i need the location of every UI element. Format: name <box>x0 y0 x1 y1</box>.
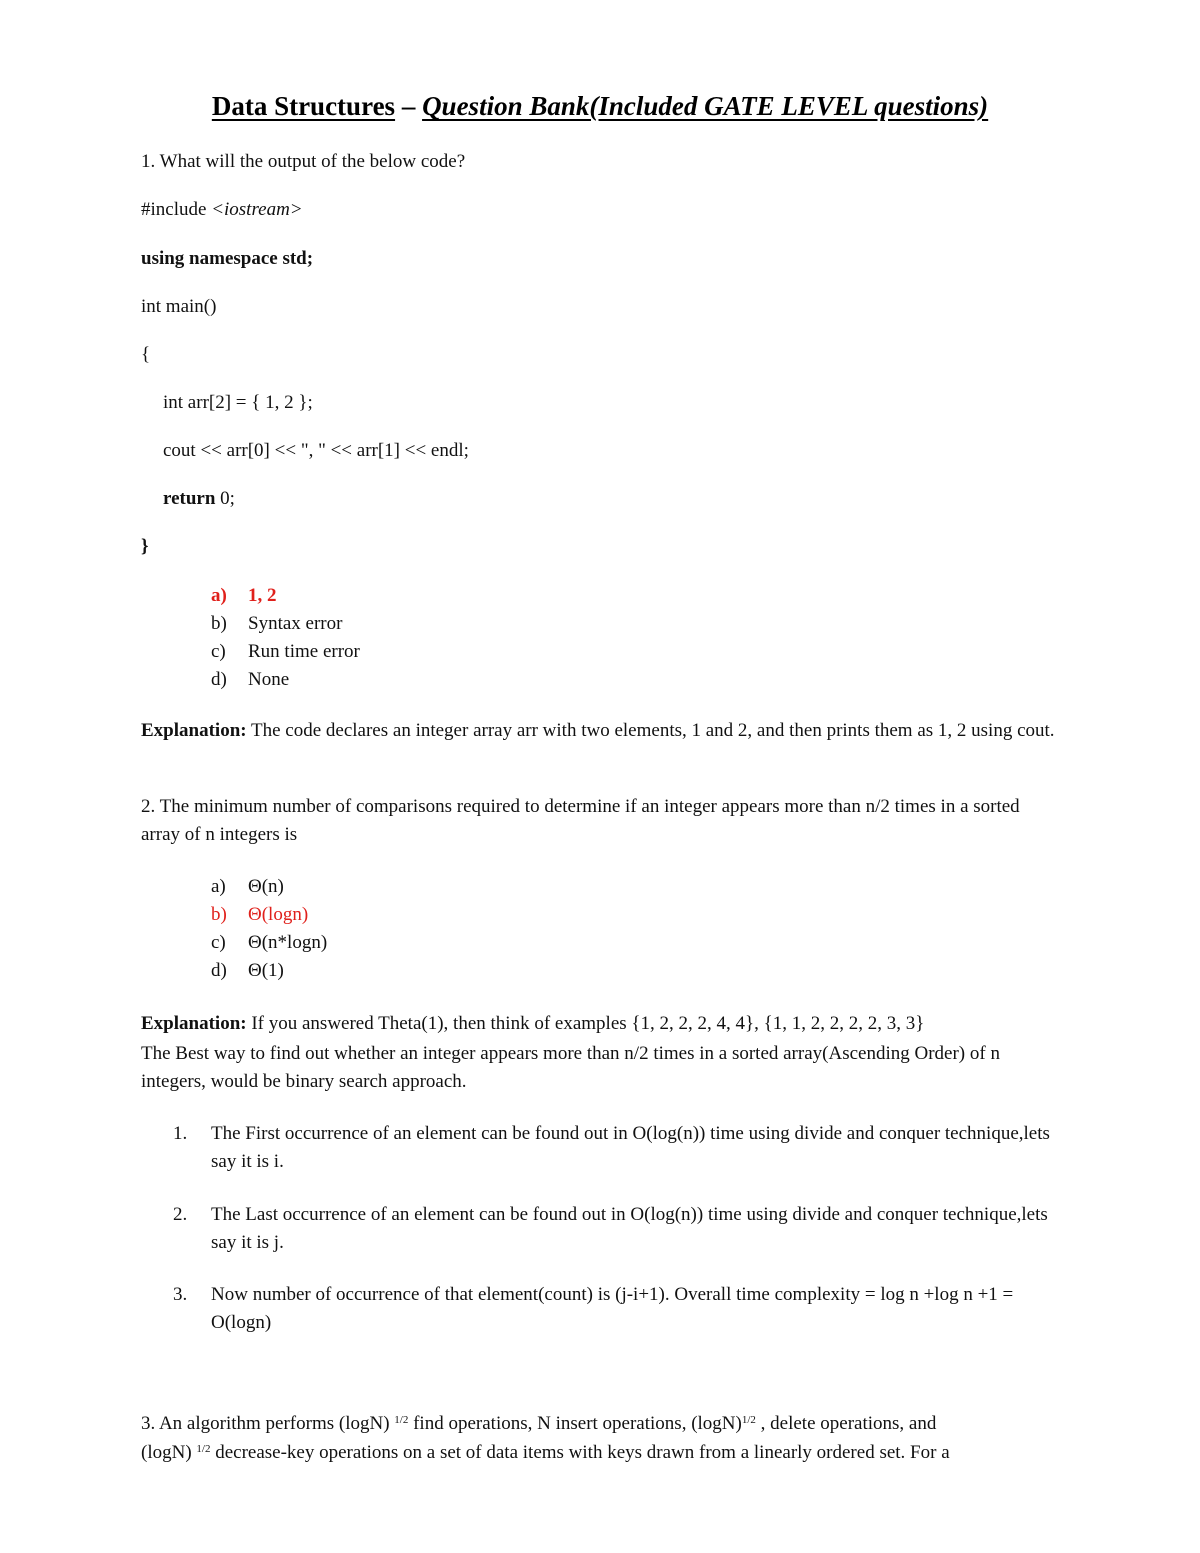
option-text: Θ(n*logn) <box>248 932 328 953</box>
q2-option-b <box>211 901 611 929</box>
step-text: The First occurrence of an element can be found out in O(log(n)) time using divide and conquer technique,lets say it is i. <box>211 1123 1050 1172</box>
option-text: 1, 2 <box>248 585 277 606</box>
option-text: Syntax error <box>248 613 343 634</box>
option-text: None <box>248 669 290 690</box>
q1-question: 1. What will the output of the below code? <box>141 151 466 172</box>
q3-line-2 <box>141 1439 950 1467</box>
q3-superscript: 1/2 <box>196 1443 211 1455</box>
code-return-keyword: return <box>163 488 216 509</box>
title-subtitle: Question Bank(Included GATE LEVEL questions) <box>422 91 989 121</box>
code-main: int main() <box>141 296 217 317</box>
explanation-label: Explanation <box>141 1013 241 1034</box>
code-include-header: <iostream> <box>211 199 303 220</box>
explanation-label: Explanation <box>141 720 241 741</box>
step-text: The Last occurrence of an element can be found out in O(log(n)) time using divide and conquer technique,lets say it is j. <box>211 1204 1048 1253</box>
code-return-rest: 0; <box>215 488 235 509</box>
code-line-arr: int arr[2] = { 1, 2 }; <box>163 392 313 413</box>
option-letter: a) <box>211 585 227 606</box>
q1-option-d <box>211 666 611 694</box>
q3-text: decrease-key operations on a set of data items with keys drawn from a linearly ordered set. For a <box>210 1442 950 1463</box>
option-letter: d) <box>211 960 227 981</box>
explanation-line1: If you answered Theta(1), then think of examples {1, 2, 2, 2, 4, 4}, {1, 1, 2, 2, 2, 2, 3, 3} <box>246 1013 925 1034</box>
q1-option-a <box>211 582 611 610</box>
q3-text: (logN) <box>141 1442 197 1463</box>
option-letter: b) <box>211 613 227 634</box>
q3-line-1 <box>141 1410 936 1438</box>
q3-text: , delete operations, and <box>755 1413 937 1434</box>
option-text: Θ(1) <box>248 960 284 981</box>
title-dash: – <box>395 91 423 121</box>
option-letter: c) <box>211 641 226 662</box>
option-letter: d) <box>211 669 227 690</box>
q1-explanation <box>141 717 1061 745</box>
step-number: 1. <box>173 1123 188 1144</box>
step-number: 3. <box>173 1284 188 1305</box>
code-open-brace: { <box>141 344 151 365</box>
option-text: Θ(logn) <box>248 904 309 925</box>
q2-explanation-body: The Best way to find out whether an integer appears more than n/2 times in a sorted array(Ascending Order) of n integers, would be binary search approach. <box>141 1043 1000 1092</box>
option-letter: c) <box>211 932 226 953</box>
option-letter: a) <box>211 876 226 897</box>
page-title <box>0 88 1200 124</box>
title-main: Data Structures <box>211 91 396 121</box>
code-include <box>141 196 303 224</box>
step-number: 2. <box>173 1204 188 1225</box>
code-line-return <box>163 485 235 513</box>
code-include-prefix: #include <box>141 199 212 220</box>
option-text: Run time error <box>248 641 360 662</box>
q3-text: 3. An algorithm performs (logN) <box>141 1413 395 1434</box>
q3-superscript: 1/2 <box>741 1414 756 1426</box>
q2-option-c <box>211 929 611 957</box>
q1-option-c <box>211 638 611 666</box>
code-using: using namespace std; <box>141 248 314 269</box>
option-letter: b) <box>211 904 227 925</box>
q2-explanation <box>141 1010 1061 1038</box>
q2-option-d <box>211 957 611 985</box>
option-text: Θ(n) <box>248 876 284 897</box>
explanation-colon: : <box>240 720 247 741</box>
q2-question: 2. The minimum number of comparisons required to determine if an integer appears more than n/2 times in a sorted array of n integers is <box>141 796 1020 845</box>
q2-option-a <box>211 873 611 901</box>
code-line-cout: cout << arr[0] << ", " << arr[1] << endl; <box>163 440 469 461</box>
q3-text: find operations, N insert operations, (logN) <box>408 1413 742 1434</box>
step-text: Now number of occurrence of that element(count) is (j-i+1). Overall time complexity = log n +log n +1 = O(logn) <box>211 1284 1014 1333</box>
code-close-brace: } <box>141 536 149 557</box>
q3-superscript: 1/2 <box>394 1414 409 1426</box>
q1-option-b <box>211 610 611 638</box>
explanation-text: The code declares an integer array arr with two elements, 1 and 2, and then prints them as 1, 2 using cout. <box>246 720 1055 741</box>
explanation-colon: : <box>240 1013 247 1034</box>
